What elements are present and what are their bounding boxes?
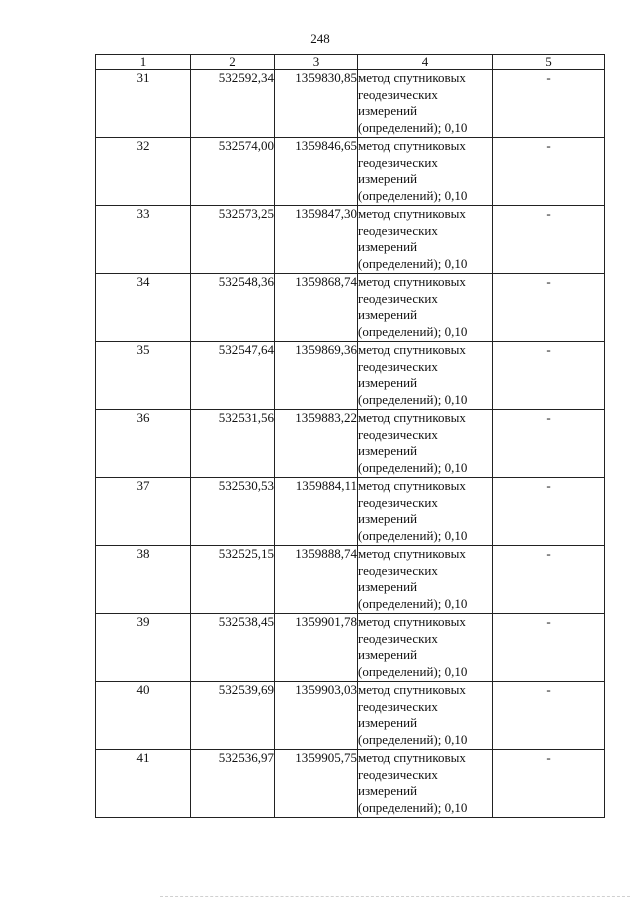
coordinate-y-cell: 1359901,78 xyxy=(275,614,358,682)
method-line: метод спутниковых xyxy=(358,546,466,561)
method-cell xyxy=(358,274,493,342)
method-line: геодезических xyxy=(358,630,438,646)
coordinate-x-cell: 532538,45 xyxy=(191,614,275,682)
table-row xyxy=(96,478,605,546)
coordinate-y-cell: 1359846,65 xyxy=(275,138,358,206)
point-number-cell: 35 xyxy=(96,342,191,410)
method-line: метод спутниковых xyxy=(358,138,466,153)
point-number-cell: 31 xyxy=(96,70,191,138)
coordinate-x-cell: 532531,56 xyxy=(191,410,275,478)
method-line: метод спутниковых xyxy=(358,70,466,85)
method-line: геодезических xyxy=(358,358,438,374)
method-line: (определений); 0,10 xyxy=(358,663,468,679)
table-row xyxy=(96,750,605,818)
note-cell: - xyxy=(493,138,605,206)
method-line: геодезических xyxy=(358,562,438,578)
table-row xyxy=(96,614,605,682)
method-cell xyxy=(358,70,493,138)
method-cell xyxy=(358,614,493,682)
method-line: (определений); 0,10 xyxy=(358,595,468,611)
point-number-cell: 37 xyxy=(96,478,191,546)
footer-faint-text xyxy=(160,896,630,903)
method-line: измерений xyxy=(358,579,418,594)
method-line: измерений xyxy=(358,171,418,186)
method-line: измерений xyxy=(358,443,418,458)
coordinate-x-cell: 532539,69 xyxy=(191,682,275,750)
point-number-cell: 41 xyxy=(96,750,191,818)
coordinate-y-cell: 1359884,11 xyxy=(275,478,358,546)
method-line: метод спутниковых xyxy=(358,750,466,765)
method-line: измерений xyxy=(358,239,418,254)
point-number-cell: 40 xyxy=(96,682,191,750)
table-row xyxy=(96,274,605,342)
method-cell xyxy=(358,410,493,478)
table-row xyxy=(96,342,605,410)
point-number-cell: 38 xyxy=(96,546,191,614)
method-line: (определений); 0,10 xyxy=(358,391,468,407)
method-line: метод спутниковых xyxy=(358,682,466,697)
coordinate-x-cell: 532525,15 xyxy=(191,546,275,614)
method-line: геодезических xyxy=(358,698,438,714)
table-row xyxy=(96,70,605,138)
method-cell xyxy=(358,750,493,818)
method-line: измерений xyxy=(358,307,418,322)
method-line: (определений); 0,10 xyxy=(358,459,468,475)
coordinate-x-cell: 532548,36 xyxy=(191,274,275,342)
method-line: измерений xyxy=(358,715,418,730)
column-header-4: 4 xyxy=(358,55,493,70)
method-cell xyxy=(358,138,493,206)
method-line: (определений); 0,10 xyxy=(358,323,468,339)
point-number-cell: 32 xyxy=(96,138,191,206)
point-number-cell: 34 xyxy=(96,274,191,342)
method-line: измерений xyxy=(358,375,418,390)
note-cell: - xyxy=(493,682,605,750)
coordinate-y-cell: 1359847,30 xyxy=(275,206,358,274)
coordinate-x-cell: 532530,53 xyxy=(191,478,275,546)
method-line: (определений); 0,10 xyxy=(358,527,468,543)
note-cell: - xyxy=(493,206,605,274)
method-line: геодезических xyxy=(358,86,438,102)
coordinate-x-cell: 532592,34 xyxy=(191,70,275,138)
coordinate-x-cell: 532574,00 xyxy=(191,138,275,206)
coordinate-y-cell: 1359869,36 xyxy=(275,342,358,410)
column-header-5: 5 xyxy=(493,55,605,70)
table-row xyxy=(96,410,605,478)
coordinate-y-cell: 1359830,85 xyxy=(275,70,358,138)
column-header-2: 2 xyxy=(191,55,275,70)
table-body xyxy=(96,70,605,818)
point-number-cell: 36 xyxy=(96,410,191,478)
method-line: измерений xyxy=(358,103,418,118)
method-line: метод спутниковых xyxy=(358,614,466,629)
method-line: (определений); 0,10 xyxy=(358,187,468,203)
method-line: геодезических xyxy=(358,766,438,782)
method-line: метод спутниковых xyxy=(358,478,466,493)
method-line: (определений); 0,10 xyxy=(358,799,468,815)
table-row xyxy=(96,138,605,206)
note-cell: - xyxy=(493,478,605,546)
note-cell: - xyxy=(493,750,605,818)
method-line: геодезических xyxy=(358,154,438,170)
note-cell: - xyxy=(493,546,605,614)
method-cell xyxy=(358,342,493,410)
header-row xyxy=(96,55,605,70)
method-line: (определений); 0,10 xyxy=(358,255,468,271)
method-line: метод спутниковых xyxy=(358,342,466,357)
column-header-1: 1 xyxy=(96,55,191,70)
method-cell xyxy=(358,682,493,750)
note-cell: - xyxy=(493,274,605,342)
point-number-cell: 39 xyxy=(96,614,191,682)
coordinate-y-cell: 1359888,74 xyxy=(275,546,358,614)
table-row xyxy=(96,206,605,274)
coordinate-x-cell: 532536,97 xyxy=(191,750,275,818)
coordinate-y-cell: 1359905,75 xyxy=(275,750,358,818)
method-cell xyxy=(358,546,493,614)
page-number: 248 xyxy=(310,31,330,46)
note-cell: - xyxy=(493,70,605,138)
method-line: метод спутниковых xyxy=(358,206,466,221)
method-line: геодезических xyxy=(358,426,438,442)
method-cell xyxy=(358,478,493,546)
method-line: метод спутниковых xyxy=(358,274,466,289)
coordinates-table xyxy=(95,54,605,818)
method-line: метод спутниковых xyxy=(358,410,466,425)
table-header xyxy=(96,55,605,70)
method-line: (определений); 0,10 xyxy=(358,731,468,747)
column-header-3: 3 xyxy=(275,55,358,70)
coordinate-x-cell: 532547,64 xyxy=(191,342,275,410)
method-line: измерений xyxy=(358,647,418,662)
point-number-cell: 33 xyxy=(96,206,191,274)
method-line: измерений xyxy=(358,783,418,798)
table-row xyxy=(96,682,605,750)
note-cell: - xyxy=(493,614,605,682)
table-row xyxy=(96,546,605,614)
method-cell xyxy=(358,206,493,274)
note-cell: - xyxy=(493,410,605,478)
coordinate-y-cell: 1359903,03 xyxy=(275,682,358,750)
coordinate-y-cell: 1359868,74 xyxy=(275,274,358,342)
note-cell: - xyxy=(493,342,605,410)
method-line: (определений); 0,10 xyxy=(358,119,468,135)
method-line: измерений xyxy=(358,511,418,526)
coordinate-y-cell: 1359883,22 xyxy=(275,410,358,478)
method-line: геодезических xyxy=(358,494,438,510)
method-line: геодезических xyxy=(358,290,438,306)
method-line: геодезических xyxy=(358,222,438,238)
coordinate-x-cell: 532573,25 xyxy=(191,206,275,274)
